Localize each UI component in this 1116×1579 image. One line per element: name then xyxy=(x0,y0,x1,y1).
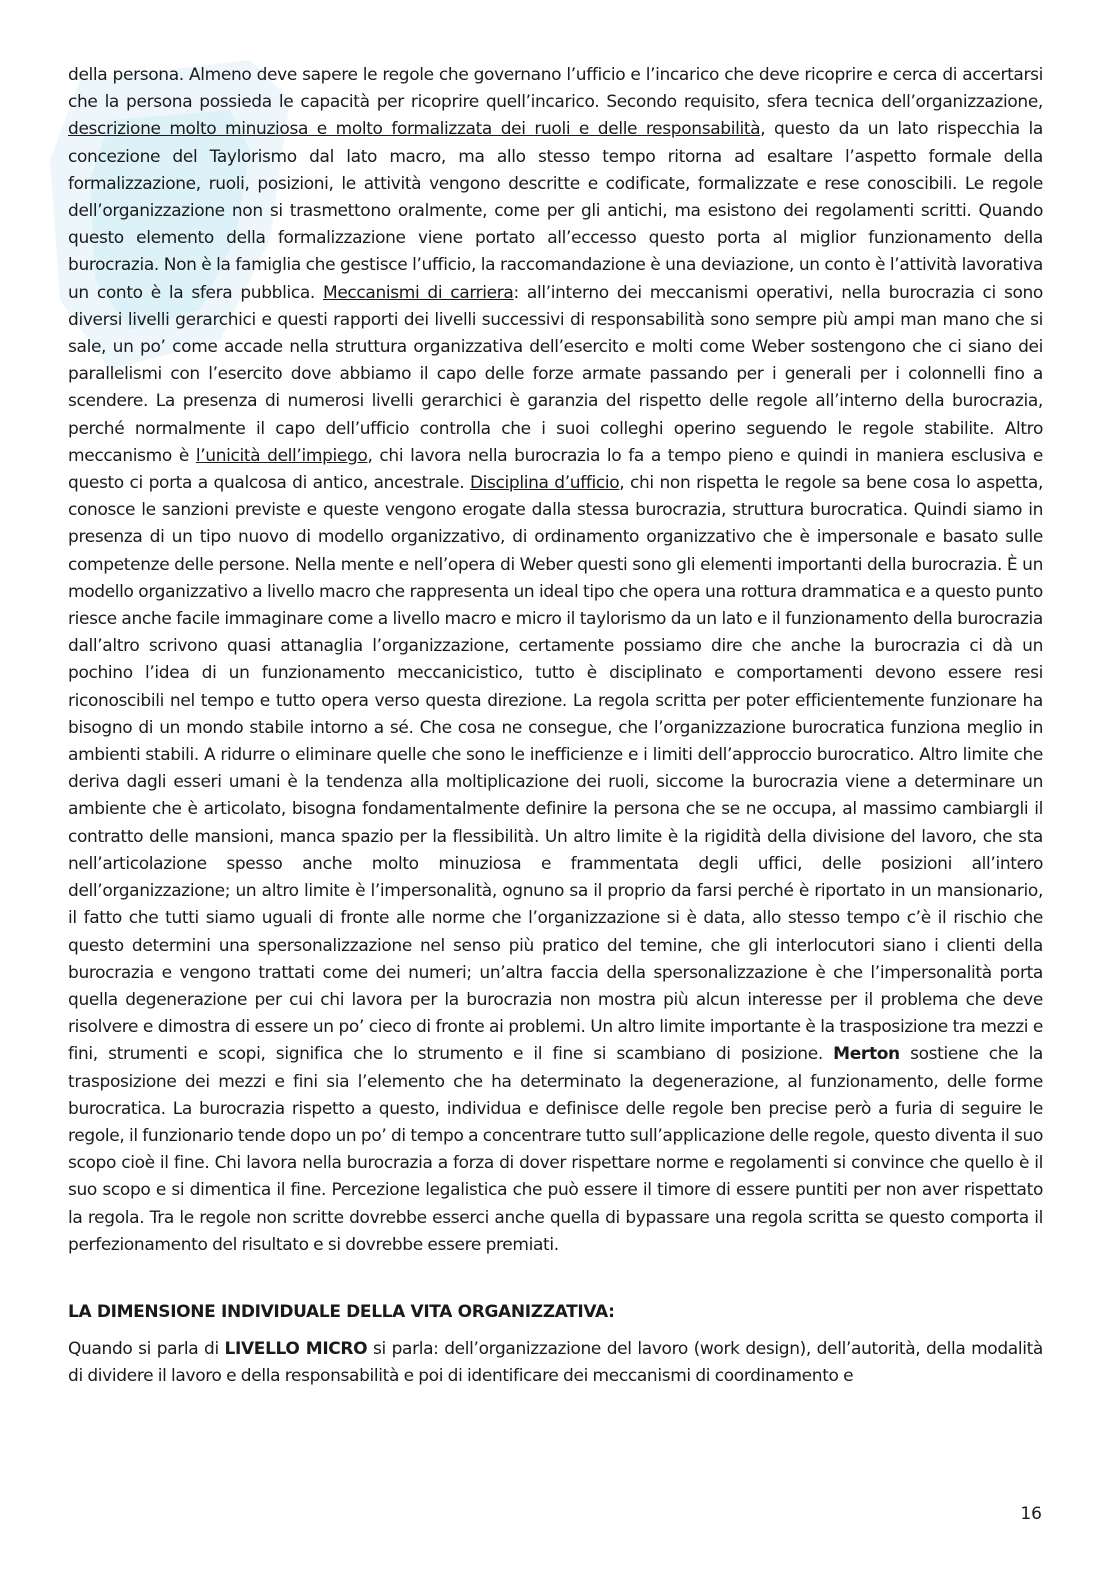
body-paragraph-1 xyxy=(68,62,1043,1259)
text-run: , chi lavora nella burocrazia lo fa a tempo pieno e quindi in maniera esclusiva e questo ci porta a qualcosa di antico, ancestrale. xyxy=(68,445,1043,494)
text-run: : all’interno dei meccanismi operativi, nella burocrazia ci sono diversi livelli gerarchici e questi rapporti dei livelli successivi di responsabilità sono sempre più ampi man mano che si sale, un po’ come accade nella struttura organizzativa dell’esercito e molti come Weber sostengono che ci siano dei parallelismi con l’esercito dove abbiamo il capo delle forze armate passando per i generali per i colonnelli fino a scendere. La presenza di numerosi livelli gerarchici è garanzia del rispetto delle regole all’interno della burocrazia, perché normalmente il capo dell’ufficio controlla che i suoi colleghi operino seguendo le regole stabilite. Altro meccanismo è xyxy=(68,282,1043,466)
underlined-term: Disciplina d’ufficio xyxy=(469,473,620,494)
section-heading: LA DIMENSIONE INDIVIDUALE DELLA VITA ORGANIZZATIVA: xyxy=(68,1301,615,1322)
body-paragraph-2 xyxy=(68,1336,1043,1390)
text-run: della persona. Almeno deve sapere le regole che governano l’ufficio e l’incarico che deve ricoprire e cerca di accertarsi che la persona possieda le capacità per ricoprire quell’incarico. Secondo requisito, sfera tecnica dell’organizzazione, xyxy=(68,65,1043,113)
page-number: 16 xyxy=(1020,1504,1042,1524)
text-run: , chi non rispetta le regole sa bene cosa lo aspetta, conosce le sanzioni previste e queste vengono erogate dalla stessa burocrazia, struttura burocratica. Quindi siamo in presenza di un tipo nuovo di modello organizzativo, di ordinamento organizzativo che è impersonale e basato sulle competenze delle persone. Nella mente e nell’opera di Weber questi sono gli elementi importanti della burocrazia. È un modello organizzativo a livello macro che rappresenta un ideal tipo che opera una rottura drammatica e a questo punto riesce anche facile immaginare come a livello macro e micro il taylorismo da un lato e il funzionamento della burocrazia dall’altro scrivono quasi attanaglia l’organizzazione, certamente possiamo dire che anche la burocrazia ci dà un pochino l’idea di un funzionamento meccanicistico, tutto è disciplinato e comportamenti devono essere resi riconoscibili nel tempo e tutto opera verso questa direzione. La regola scritta per poter efficientemente funzionare ha bisogno di un mondo stabile intorno a sé. Che cosa ne consegue, che l’organizzazione burocratica funziona meglio in ambienti stabili. A ridurre o eliminare quelle che sono le inefficienze e i limiti dell’approccio burocratico. Altro limite che deriva dagli esseri umani è la tendenza alla moltiplicazione dei ruoli, siccome la burocrazia viene a determinare un ambiente che è articolato, bisogna fondamentalmente definire la persona che se ne occupa, al massimo cambiargli il contratto delle mansioni, manca spazio per la flessibilità. Un altro limite è la rigidità della divisione del lavoro, che sta nell’articolazione spesso anche molto minuziosa e frammentata degli uffici, delle posizioni all’intero dell’organizzazione; un altro limite è l’impersonalità, ognuno sa il proprio da farsi perché è riportato in un mansionario, il fatto che tutti siamo uguali di fronte alle norme che l’organizzazione si è data, allo stesso tempo c’è il rischio che questo determini una spersonalizzazione nel senso più pratico del temine, che gli interlocutori siano i clienti della burocrazia e vengono trattati come dei numeri; un’altra faccia della spersonalizzazione è che l’impersonalità porta quella degenerazione per cui chi lavora per la burocrazia non mostra più alcun interesse per il problema che deve risolvere e dimostra di essere un po’ cieco di fronte ai problemi. Un altro limite importante è la trasposizione tra mezzi e fini, strumenti e scopi, significa che lo strumento e il fine si scambiano di posizione. xyxy=(68,473,1044,1065)
bold-term: LIVELLO MICRO xyxy=(224,1338,368,1359)
text-run: si parla: dell’organizzazione del lavoro (work design), dell’autorità, della modalità di dividere il lavoro e della responsabilità e poi di identificare dei meccanismi di coordinamento e xyxy=(68,1338,1043,1387)
text-run: sostiene che la trasposizione dei mezzi e fini sia l’elemento che ha determinato la degenerazione, al funzionamento, delle forme burocratica. La burocrazia rispetto a questo, individua e definisce delle regole ben precise però a furia di seguire le regole, il funzionario tende dopo un po’ di tempo a concentrare tutto sull’applicazione delle regole, questo diventa il suo scopo cioè il fine. Chi lavora nella burocrazia a forza di dover rispettare norme e regolamenti si convince che quello è il suo scopo e si dimentica il fine. Percezione legalistica che può essere il timore di essere puntiti per non aver rispettato la regola. Tra le regole non scritte dovrebbe esserci anche quella di bypassare una regola scritta se questo comporta il perfezionamento del risultato e si dovrebbe essere premiati. xyxy=(68,1044,1044,1255)
underlined-term: Meccanismi di carriera xyxy=(323,282,514,303)
text-run: , questo da un lato rispecchia la concezione del Taylorismo dal lato macro, ma allo stesso tempo ritorna ad esaltare l’aspetto formale della formalizzazione, ruoli, posizioni, le attività vengono descritte e codificate, formalizzate e rese conoscibili. Le regole dell’organizzazione non si trasmettono oralmente, come per gli antichi, ma esistono dei regolamenti scritti. Quando questo elemento della formalizzazione viene portato all’eccesso questo porta al miglior funzionamento della burocrazia. Non è la famiglia che gestisce l’ufficio, la raccomandazione è una deviazione, un conto è l’attività lavorativa un conto è la sfera pubblica. xyxy=(68,119,1043,303)
underlined-term: descrizione molto minuziosa e molto formalizzata dei ruoli e delle responsabilità xyxy=(68,119,761,140)
underlined-term: l’unicità dell’impiego xyxy=(195,445,368,466)
document-page xyxy=(68,62,1043,1390)
text-run: Quando si parla di xyxy=(68,1338,225,1359)
bold-term: Merton xyxy=(833,1044,900,1065)
